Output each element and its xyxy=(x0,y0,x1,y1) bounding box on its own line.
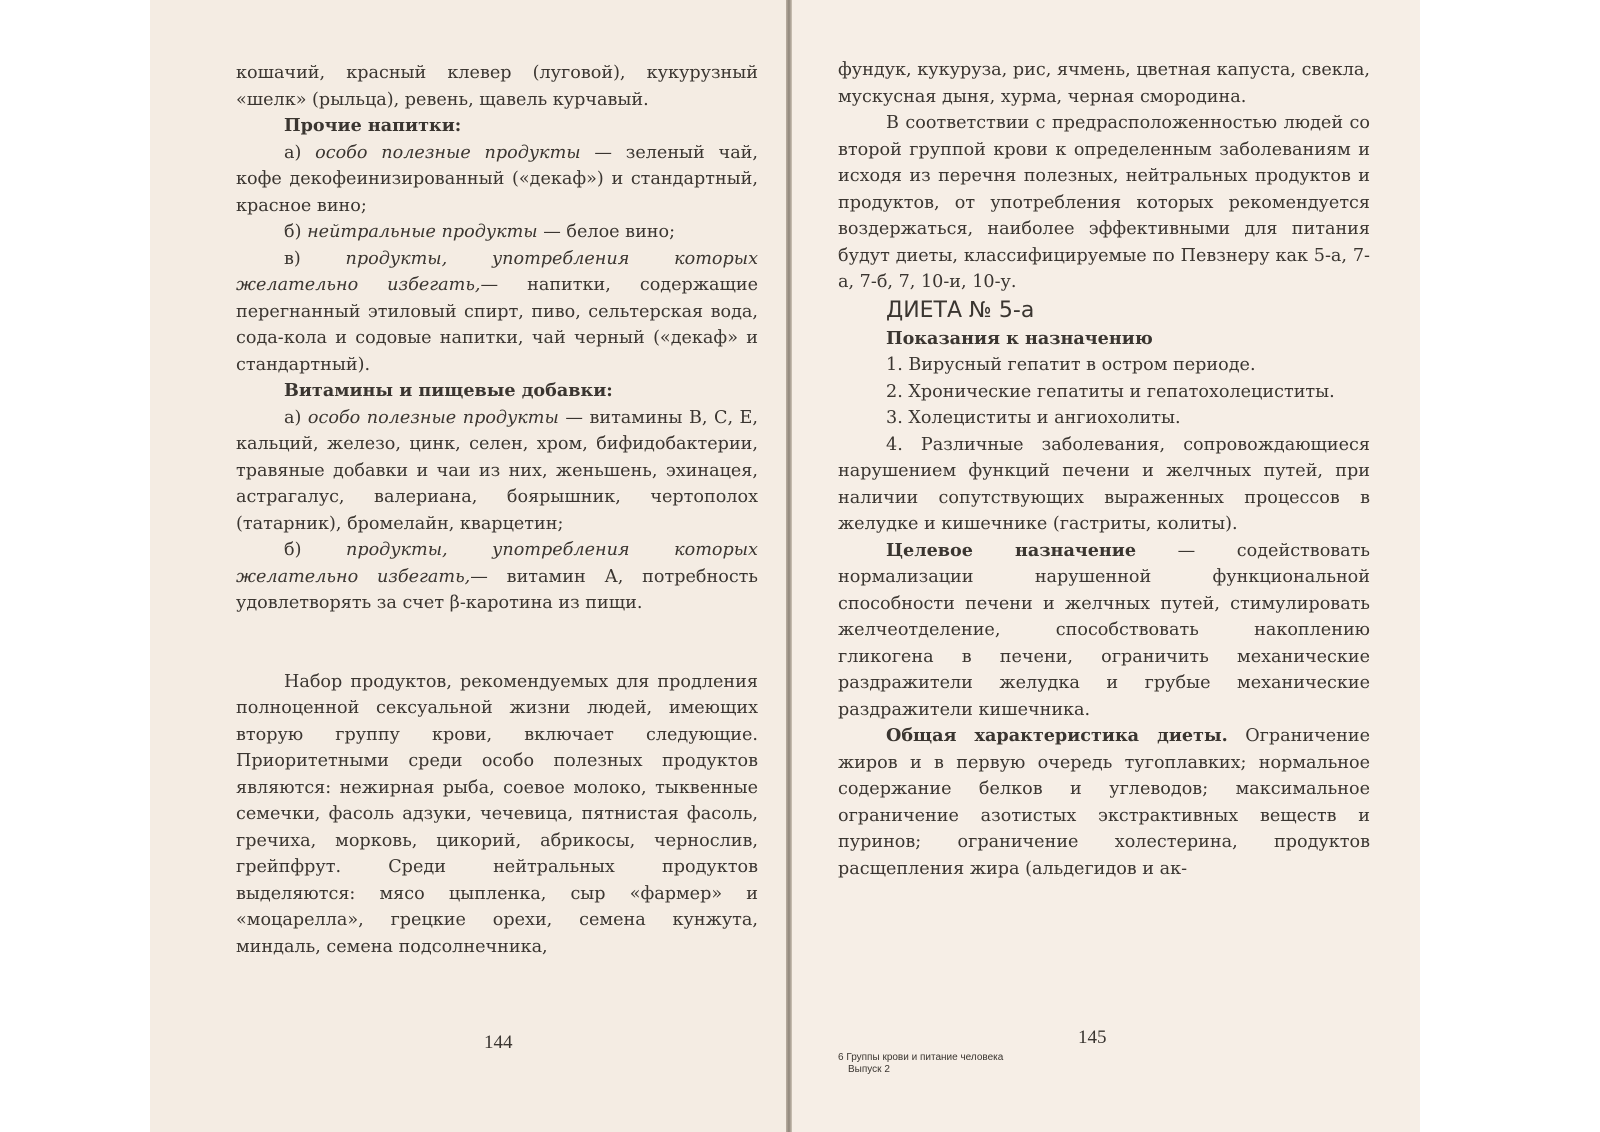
left-page-text xyxy=(236,60,758,960)
item-text: — зеленый чай, кофе декофеинизированный («декаф») и стандартный, красное вино; xyxy=(236,142,758,216)
footer-line: Выпуск 2 xyxy=(848,1064,890,1075)
paragraph xyxy=(236,60,758,113)
paragraph-text: В соответствии с предрасположенностью людей со второй группой крови к определенным заболеваниям и исходя из перечня полезных, нейтральных продуктов и продуктов, от употребления которых рекомендуется воздержаться, наиболее эффективными для питания будут диеты, классифицируемые по Певзнеру как 5-а, 7-а, 7-б, 7, 10-и, 10-у. xyxy=(838,113,1370,292)
diet-heading: ДИЕТА № 5-а xyxy=(886,297,1035,323)
page-number: 145 xyxy=(1078,1027,1107,1048)
footer-line: 6 Группы крови и питание человека xyxy=(838,1052,1004,1063)
list-item: 3. Холециститы и ангиохолиты. xyxy=(886,408,1181,428)
list-item xyxy=(236,246,758,379)
paragraph-text: фундук, кукуруза, рис, ячмень, цветная капуста, свекла, мускусная дыня, хурма, черная смородина. xyxy=(838,60,1370,107)
paragraph-text: — содействовать нормализации нарушенной функциональной способности печени и желчных путей, стимулировать желчеотделение, способствовать накоплению гликогена в печени, ограничить механические раздражители желудка и грубые механические раздражители кишечника. xyxy=(838,540,1370,720)
item-italic: особо полезные продукты xyxy=(315,142,581,163)
paragraph xyxy=(838,110,1370,296)
right-page-text xyxy=(838,57,1370,882)
footer-signature xyxy=(838,1052,1138,1076)
list-item xyxy=(236,537,758,617)
general-label: Общая характеристика диеты. xyxy=(886,725,1228,746)
list-item: 1. Вирусный гепатит в остром периоде. xyxy=(886,355,1256,375)
spacer xyxy=(236,617,758,669)
heading-text: Витамины и пищевые добавки: xyxy=(284,380,613,401)
book-gutter xyxy=(786,0,792,1132)
item-text: — белое вино; xyxy=(537,222,676,242)
right-page xyxy=(790,0,1420,1132)
page-number: 144 xyxy=(484,1032,513,1053)
item-italic: продукты, употребления которых желательно избегать, xyxy=(236,540,758,587)
paragraph-text: Ограничение жиров и в первую очередь тугоплавких; нормальное содержание белков и углеводов; максимальное ограничение азотистых экстрактивных веществ и пуринов; ограничение холестерина, продуктов расщепления жира (альдегидов и ак- xyxy=(838,726,1370,879)
paragraph xyxy=(838,57,1370,110)
item-prefix: б) xyxy=(284,222,308,242)
item-prefix: а) xyxy=(284,142,316,163)
item-italic: продукты, употребления которых желательно избегать, xyxy=(236,248,758,295)
paragraph-text: Набор продуктов, рекомендуемых для продления полноценной сексуальной жизни людей, имеющих вторую группу крови, включает следующие. Приоритетными среди особо полезных продуктов являются: нежирная рыба, соевое молоко, тыквенные семечки, фасоль адзуки, чечевица, пятнистая фасоль, гречиха, морковь, цикорий, абрикосы, чернослив, грейпфрут. Среди нейтральных продуктов выделяются: мясо цыпленка, сыр «фармер» и «моцарелла», грецкие орехи, семена кунжута, миндаль, семена подсолнечника, xyxy=(236,671,758,957)
section-heading-vitamins xyxy=(236,378,758,405)
section-heading-drinks xyxy=(236,113,758,140)
heading-text: Прочие напитки: xyxy=(284,115,462,136)
paragraph-text: кошачий, красный клевер (луговой), кукурузный «шелк» (рыльца), ревень, щавель курчавый. xyxy=(236,63,758,110)
list-item: 4. Различные заболевания, сопровождающиеся нарушением функций печени и желчных путей, при наличии сопутствующих выраженных процессов в желудке и кишечнике (гастриты, колиты). xyxy=(838,434,1370,534)
left-page xyxy=(150,0,790,1132)
item-prefix: а) xyxy=(284,407,308,428)
paragraph xyxy=(838,538,1370,724)
item-prefix: б) xyxy=(284,540,346,560)
item-text: — витамин А, потребность удовлетворять за счет β-каротина из пищи. xyxy=(236,566,758,613)
list-item xyxy=(236,219,758,246)
item-text: — напитки, содержащие перегнанный этиловый спирт, пиво, сельтерская вода, сода-кола и содовые напитки, чай черный («декаф» и стандартный). xyxy=(236,275,758,375)
item-prefix: в) xyxy=(284,248,346,269)
list-item xyxy=(236,405,758,538)
item-italic: особо полезные продукты xyxy=(307,407,559,428)
item-text: — витамины В, С, Е, кальций, железо, цинк, селен, хром, бифидобактерии, травяные добавки и чаи из них, женьшень, эхинацея, астрагалус, валериана, боярышник, чертополох (татарник), бромелайн, кварцетин; xyxy=(236,407,758,534)
list-item: 2. Хронические гепатиты и гепатохолециститы. xyxy=(886,381,1335,402)
list-item xyxy=(236,140,758,220)
item-italic: нейтральные продукты xyxy=(307,222,538,242)
purpose-label: Целевое назначение xyxy=(886,539,1137,561)
paragraph xyxy=(838,723,1370,882)
paragraph xyxy=(236,669,758,961)
indications-heading: Показания к назначению xyxy=(886,327,1153,349)
